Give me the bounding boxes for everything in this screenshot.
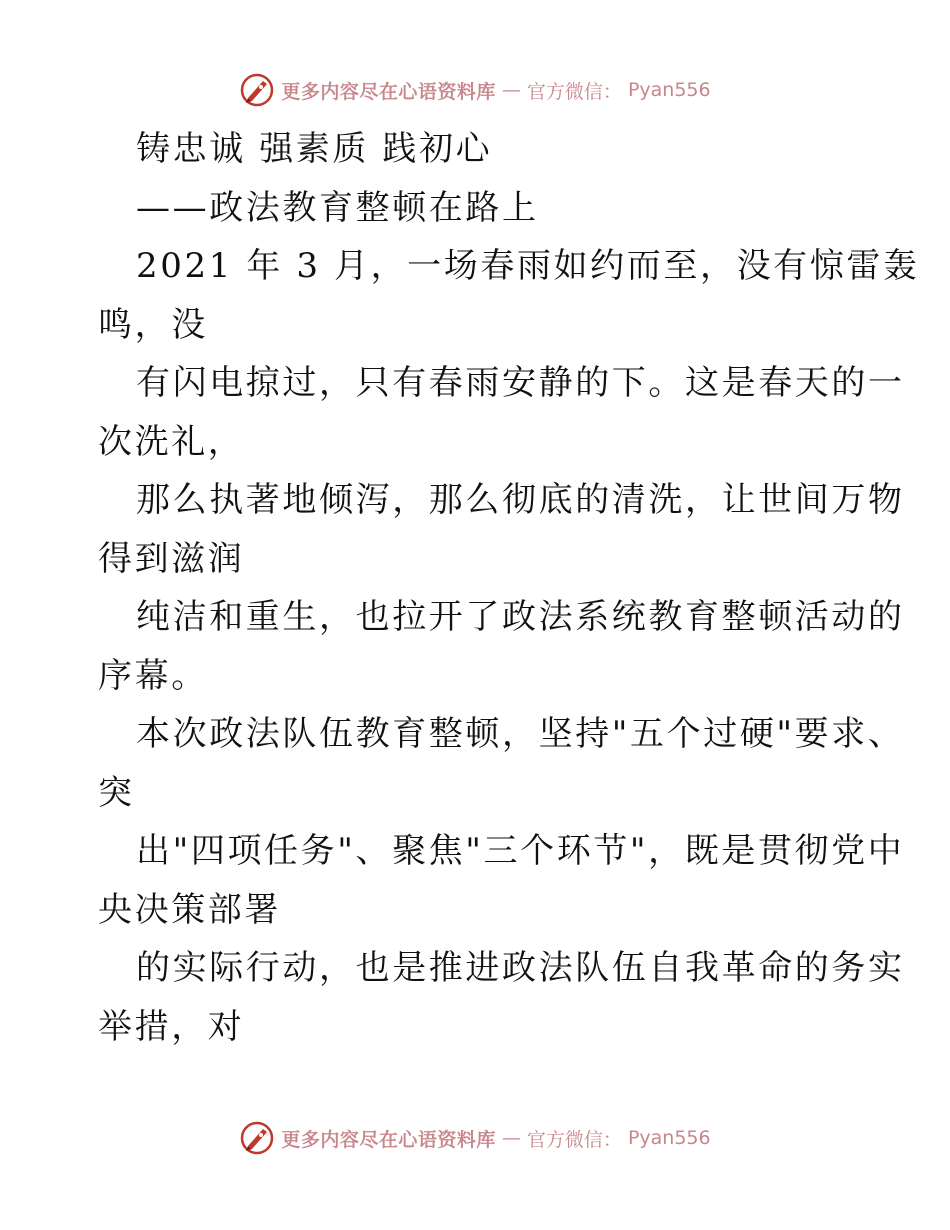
header-wechat-label: 官方微信：	[526, 80, 622, 103]
doc-line: 举措，对	[98, 1006, 245, 1047]
doc-line: 鸣，没	[98, 304, 208, 345]
footer-banner-text: 更多内容尽在心语资料库	[281, 1128, 496, 1151]
header-banner-text: 更多内容尽在心语资料库	[281, 80, 496, 103]
doc-line: 有闪电掠过，只有春雨安静的下。这是春天的一	[136, 363, 905, 403]
doc-line: 序幕。	[98, 655, 208, 696]
doc-line: 本次政法队伍教育整顿，坚持"五个过硬"要求、	[136, 714, 905, 754]
document-body	[98, 120, 920, 1056]
pen-logo-icon	[239, 1120, 275, 1156]
footer-wechat-label: 官方微信：	[526, 1128, 622, 1151]
pen-logo-icon	[239, 72, 275, 108]
doc-line: 得到滋润	[98, 538, 245, 579]
header-banner	[0, 70, 950, 110]
doc-line: 出"四项任务"、聚焦"三个环节"，既是贯彻党中	[136, 831, 905, 871]
header-banner-dash: —	[501, 79, 521, 101]
doc-line: 2021 年 3 月，一场春雨如约而至，没有惊雷轰	[136, 246, 920, 286]
footer-banner	[0, 1118, 950, 1158]
doc-line: 央决策部署	[98, 889, 281, 930]
header-wechat-id: Pyan556	[627, 79, 711, 101]
footer-banner-dash: —	[501, 1127, 521, 1149]
doc-line: 纯洁和重生，也拉开了政法系统教育整顿活动的	[136, 597, 905, 637]
doc-line: 的实际行动，也是推进政法队伍自我革命的务实	[136, 948, 905, 988]
footer-wechat-id: Pyan556	[627, 1127, 711, 1149]
doc-subtitle: ——政法教育整顿在路上	[136, 187, 539, 228]
doc-line: 次洗礼，	[98, 421, 245, 462]
doc-line: 突	[98, 772, 135, 813]
doc-title: 铸忠诚 强素质 践初心	[136, 129, 493, 169]
doc-line: 那么执著地倾泻，那么彻底的清洗，让世间万物	[136, 480, 905, 520]
